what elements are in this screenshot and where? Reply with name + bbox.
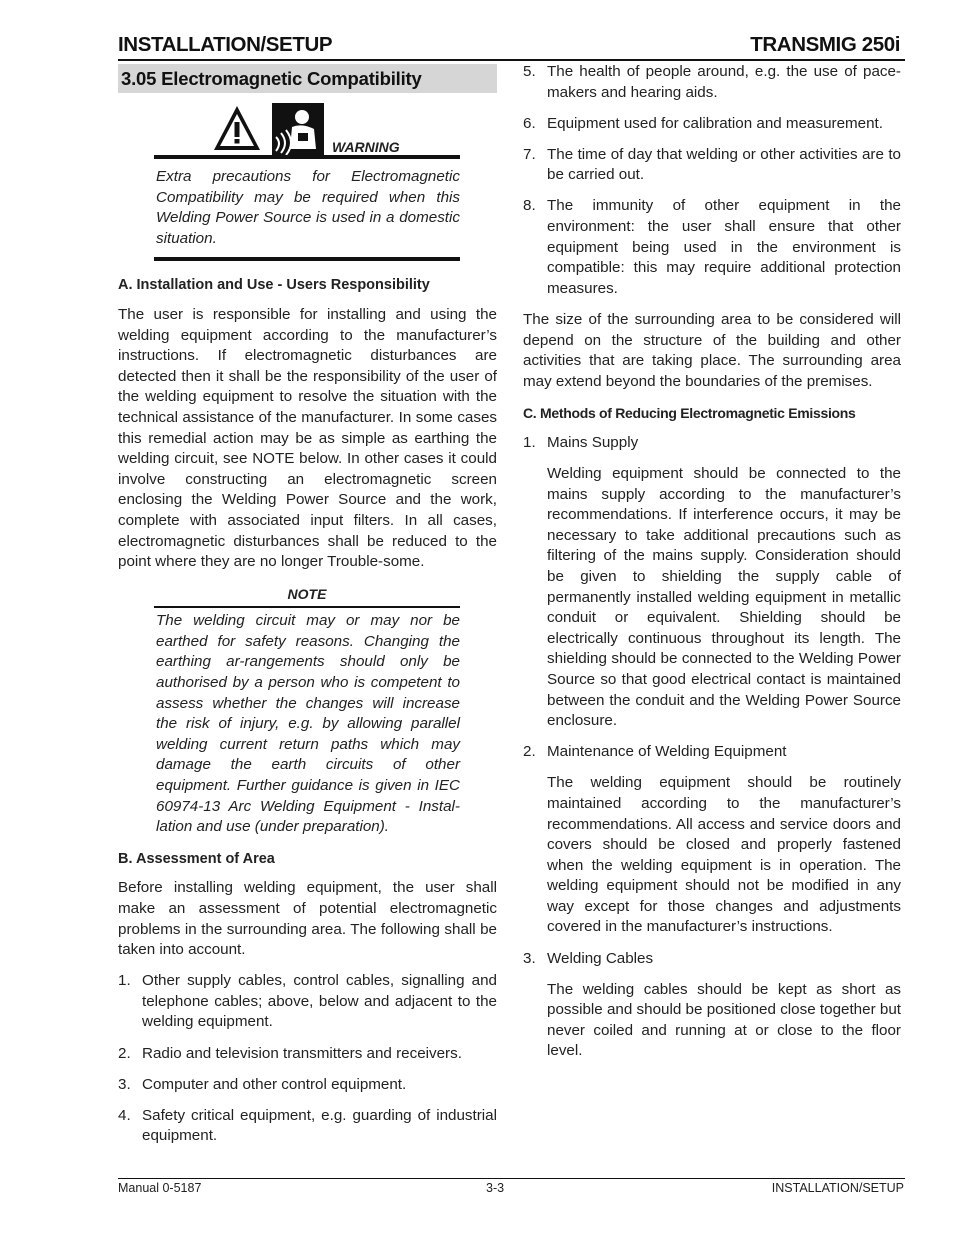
footer-section-name: INSTALLATION/SETUP bbox=[771, 1181, 904, 1195]
right-column bbox=[523, 62, 901, 1073]
list-item: 8. The immunity of other equipment in the environment: the user shall ensure that other equipment being used in the environment is compatible: this may require additional protection measures. bbox=[523, 197, 901, 297]
list-item: 2. Maintenance of Welding Equipment The welding equipment should be routinely maintained according to the manufacturer’s recommendations. All access and service doors and covers should be closed and properly fastened when the welding equipment is in operation. The welding equipment should not be modified in any way except for those changes and adjustments covered in the manufacturer’s instructions. bbox=[523, 742, 901, 938]
warning-text: Extra precautions for Electromagnetic Compatibility may be required when this Welding Power Source is used in a domestic situation. bbox=[156, 168, 460, 247]
note-label: NOTE bbox=[287, 585, 327, 602]
item-text: The welding equipment should be routinely maintained according to the manufacturer’s recommendations. All access and service doors and covers should be closed and properly fastened when the welding equipment is in operation. The welding equipment should not be modified in any way except for those changes and adjustments covered in the manufacturer’s instructions. bbox=[547, 774, 901, 936]
list-item: 2. Radio and television transmitters and receivers. bbox=[118, 1044, 462, 1062]
electromagnetic-hazard-icon bbox=[272, 103, 324, 155]
footer-rule bbox=[118, 1178, 905, 1179]
note-text: The welding circuit may or may nor be earthed for safety reasons. Changing the earthing ar-rangements should only be authorised by a person who is competent to assess whether the changes will increase the risk of injury, e.g. by allowing parallel welding current return paths which may damage the earth circuits of other equipment. Further guidance is given in IEC 60974-13 Arc Welding Equipment - Instal-lation and use (under preparation). bbox=[156, 612, 460, 836]
item-title: Welding Cables bbox=[547, 949, 654, 967]
list-item: 1. Mains Supply Welding equipment should be connected to the mains supply according to the manufacturer’s recommendations. If interference occurs, it may be necessary to take additional precautions such as filtering of the mains supply. Consideration should be given to shielding the supply cable of permanently installed welding equipment in metallic conduit or equivalent. Shielding should be electrically continuous throughout its length. The shielding should be connected to the Welding Power Source so that good electrical contact is maintained between the conduit and the Welding Power Source enclosure. bbox=[523, 433, 901, 732]
reduction-methods-list bbox=[523, 433, 901, 1062]
header-rule bbox=[118, 59, 905, 61]
item-text: The welding cables should be kept as short as possible and should be positioned close together but never coiled and running at or close to the floor level. bbox=[547, 980, 901, 1060]
assessment-outro: The size of the surrounding area to be considered will depend on the structure of the building and other activities that are taking place. The surrounding area may extend beyond the boundaries of the premises. bbox=[523, 310, 901, 390]
assessment-list-part2 bbox=[523, 62, 901, 299]
section-title: 3.05 Electromagnetic Compatibility bbox=[118, 64, 497, 93]
installation-use-paragraph: The user is responsible for installing and using the welding equipment according to the manufacturer’s instructions. If electromagnetic disturbances are detected then it shall be the responsibility of the user of the welding equipment to resolve the situation with the technical assistance of the manufacturer. In some cases this remedial action may be as simple as earthing the welding circuit, see NOTE below. In other cases it could involve constructing an electromagnetic screen enclosing the Welding Power Source and the work, complete with associated input filters. In all cases, electromagnetic disturbances shall be reduced to the point where they are no longer Trouble-some. bbox=[118, 305, 497, 571]
warning-label: WARNING bbox=[332, 139, 400, 155]
warning-box bbox=[154, 103, 460, 261]
heading-assessment-area: B. Assessment of Area bbox=[118, 850, 275, 867]
heading-reducing-emissions: C. Methods of Reducing Electromagnetic Emissions bbox=[523, 405, 856, 422]
header-product-title: TRANSMIG 250i bbox=[750, 33, 900, 56]
note-box bbox=[154, 584, 460, 838]
list-item: 5. The health of people around, e.g. the use of pace-makers and hearing aids. bbox=[523, 63, 901, 101]
assessment-intro: Before installing welding equipment, the user shall make an assessment of potential electromagnetic problems in the surrounding area. The following shall be taken into account. bbox=[118, 879, 497, 959]
list-item: 6. Equipment used for calibration and measurement. bbox=[523, 114, 884, 132]
list-item: 3. Welding Cables The welding cables should be kept as short as possible and should be positioned close together but never coiled and running at or close to the floor level. bbox=[523, 949, 901, 1062]
list-item: 4. Safety critical equipment, e.g. guarding of industrial equipment. bbox=[118, 1106, 497, 1145]
header-section-title: INSTALLATION/SETUP bbox=[118, 33, 333, 56]
left-column bbox=[118, 64, 497, 1157]
list-item: 3. Computer and other control equipment. bbox=[118, 1075, 407, 1093]
warning-triangle-icon bbox=[212, 103, 262, 153]
item-text: Welding equipment should be connected to the mains supply according to the manufacturer’s recommendations. If interference occurs, it may be necessary to take additional precautions such as filtering of the mains supply. Consideration should be given to shielding the supply cable of permanently installed welding equipment in metallic conduit or equivalent. Shielding should be electrically continuous throughout its length. The shielding should be connected to the Welding Power Source so that good electrical contact is maintained between the conduit and the Welding Power Source enclosure. bbox=[547, 465, 901, 730]
warning-top-rule bbox=[154, 155, 460, 159]
footer-manual-number: Manual 0-5187 bbox=[118, 1181, 202, 1195]
list-item: 7. The time of day that welding or other activities are to be carried out. bbox=[523, 145, 901, 184]
item-title: Mains Supply bbox=[547, 433, 639, 451]
note-rule bbox=[154, 606, 460, 608]
list-item: 1. Other supply cables, control cables, signalling and telephone cables; above, below and adjacent to the welding equipment. bbox=[118, 972, 497, 1031]
footer-page-number: 3-3 bbox=[486, 1181, 505, 1195]
heading-installation-use: A. Installation and Use - Users Responsibility bbox=[118, 277, 430, 294]
warning-bottom-rule bbox=[154, 257, 460, 261]
assessment-list-part1 bbox=[118, 971, 497, 1147]
item-title: Maintenance of Welding Equipment bbox=[547, 743, 787, 761]
warning-icons bbox=[154, 103, 460, 155]
